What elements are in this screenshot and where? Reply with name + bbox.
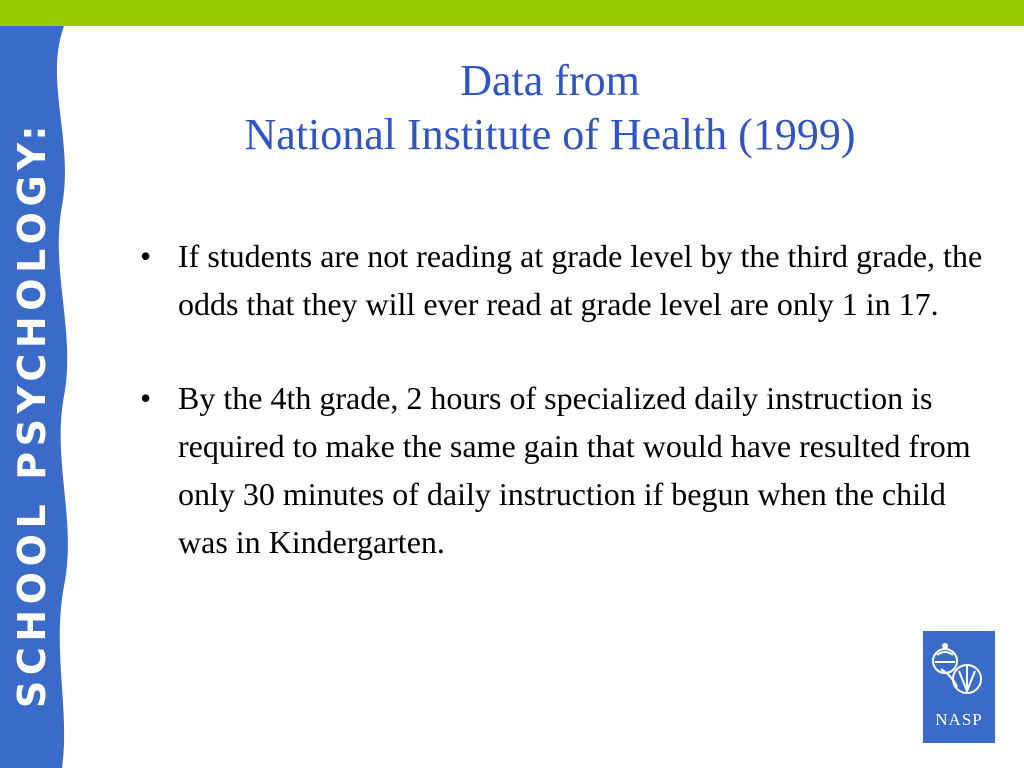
bullet-text: If students are not reading at grade level by the third grade, the odds that they will ever read at grade level are only 1 in 17. [178, 238, 983, 322]
page-title [120, 54, 980, 162]
bullet-item-2 [140, 374, 1000, 566]
top-accent-bar [0, 0, 1024, 26]
bullet-text: By the 4th grade, 2 hours of specialized daily instruction is required to make the same gain that would have resulted from only 30 minutes of daily instruction if begun when the child was in Kindergarten. [178, 380, 971, 560]
title-line-1: Data from [460, 56, 640, 105]
nasp-emblem-icon [923, 631, 995, 711]
sidebar-band [0, 26, 80, 768]
bullet-marker: • [140, 238, 152, 274]
bullet-list [140, 232, 1000, 612]
nasp-logo [923, 631, 995, 743]
sidebar-vertical-text: SCHOOL PSYCHOLOGY: [10, 119, 54, 709]
title-line-2: National Institute of Health (1999) [244, 110, 856, 159]
bullet-marker: • [140, 380, 152, 416]
bullet-item-1 [140, 232, 1000, 328]
logo-text: NASP [935, 710, 983, 729]
